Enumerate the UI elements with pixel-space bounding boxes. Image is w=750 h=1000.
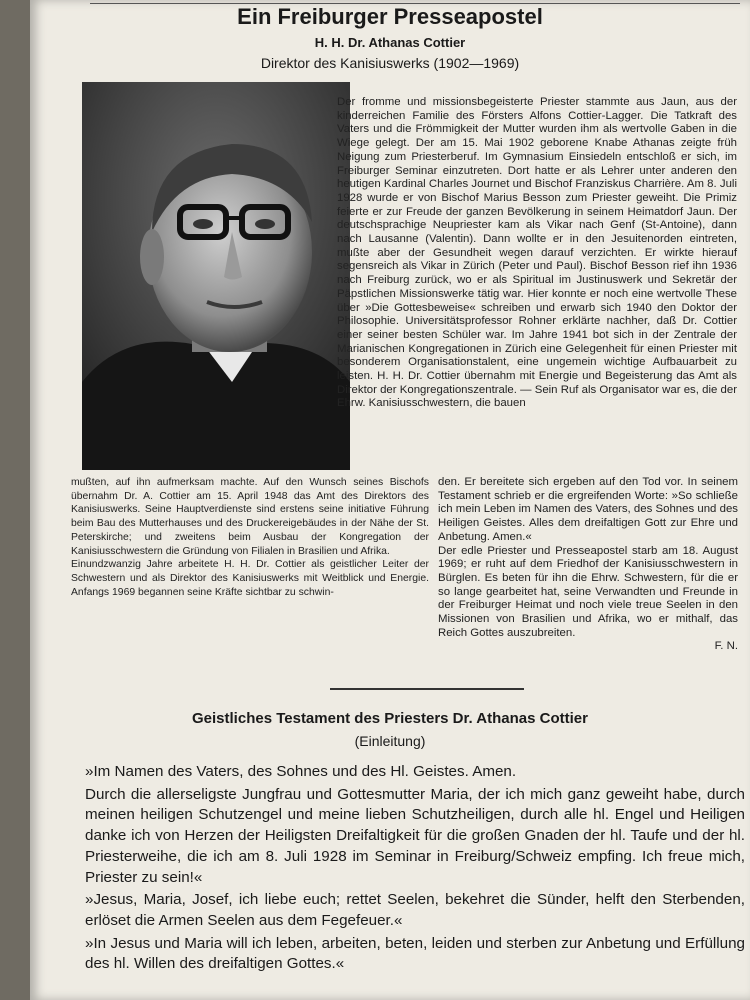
testament-text bbox=[85, 762, 745, 977]
article-column-bottom bbox=[438, 476, 738, 654]
testament-paragraph: »Im Namen des Vaters, des Sohnes und des Hl. Geistes. Amen. bbox=[85, 763, 517, 780]
testament-heading: Geistliches Testament des Priesters Dr. Athanas Cottier bbox=[192, 710, 588, 727]
article-role-line: Direktor des Kanisiuswerks (1902—1969) bbox=[260, 55, 520, 71]
article-paragraph: Der fromme und missionsbegeisterte Priester stammte aus Jaun, aus der kinderreichen Familie des Försters Alfons Cottier-Lagger. Die Tatkraft des Vaters und die Frömmigkeit der Mutter wurden ihm als wertvolle Gaben in die Wiege gelegt. Der am 15. Mai 1902 geborene Knabe Athanas zeigte früh Neigung zum Priesterberuf. Im Gymnasium Einsiedeln entschloß er sich, im Freiburger Seminar einzutreten. Dort hatte er als Lehrer unter anderen den heutigen Kardinal Charles Journet und Bischof Franziskus Charrière. Am 8. Juli 1928 wurde er von Bischof Marius Besson zum Priester geweiht. Die Primiz feierte er zur Freude der ganzen Bevölkerung in seinem Heimatdorf Jaun. Der deutschsprachige Neupriester kam als Vikar nach Genf (St-Antoine), dann nach Lausanne (Valentin). Dann wollte er in den Jesuitenorden eintreten, mußte aber der Gesundheit wegen darauf verzichten. Er wirkte hierauf segensreich als Vikar in Zürich (Peter und Paul). Bischof Besson rief ihn 1936 nach Freiburg zurück, wo er als Spiritual im Justinuswerk und Sekretär der Päpstlichen Missionswerke tätig war. Hier konnte er noch eine wertvolle These über »Die Gottesbeweise« schreiben und erwarb sich 1940 den Doktor der Philosophie. Universitätsprofessor Rohner erklärte nachher, daß Dr. Cottier einer seiner besten Schüler war. Im Jahre 1941 bot sich in der Zentrale der Marianischen Kongregationen in Zürich eine Gelegenheit für einen Priester mit besonderem Organisationstalent, eine ungemein wichtige Aufbauarbeit zu leisten. H. H. Dr. Cottier übernahm mit Energie und Begeisterung das Amt als Direktor der Kongregationszentrale. — Sein Ruf als Organisator war es, die der Ehrw. Kanisiusschwestern, die bauen bbox=[337, 96, 737, 410]
article-paragraph: Der edle Priester und Presseapostel starb am 18. August 1969; er ruht auf dem Friedhof der Kanisiusschwestern in Bürglen. Es beten für ihn die Ehrw. Schwestern, für die er so lange gearbeitet hat, seine Verwandten und Freunde in der Freiburger Heimat und noch viele treue Seelen in den Missionen von Brasilien und Afrika, wo er mithalf, das Reich Gottes auszubreiten. bbox=[438, 544, 738, 639]
article-paragraph: den. Er bereitete sich ergeben auf den Tod vor. In seinem Testament schrieb er die ergreifenden Worte: »So schließe ich mein Leben im Namen des Vaters, des Sohnes und des Heiligen Geistes. Alles dem dreifaltigen Gott zur Ehre und Anbetung. Amen.« bbox=[438, 476, 738, 543]
magazine-page bbox=[30, 0, 750, 1000]
testament-subheading: (Einleitung) bbox=[354, 733, 426, 749]
author-signature: F. N. bbox=[714, 640, 738, 653]
article-title: Ein Freiburger Presseapostel bbox=[237, 4, 543, 29]
testament-paragraph: »In Jesus und Maria will ich leben, arbeiten, beten, leiden und sterben zur Anbetung und Erfüllung des hl. Willen des dreifaltigen Gottes.« bbox=[85, 934, 745, 973]
testament-paragraph: »Jesus, Maria, Josef, ich liebe euch; rettet Seelen, bekehret die Sünder, helft den Sterbenden, erlöset die Armen Seelen aus dem Fegefeuer.« bbox=[85, 891, 745, 929]
article-paragraph: Einundzwanzig Jahre arbeitete H. H. Dr. Cottier als geistlicher Leiter der Schwestern und als Direktor des Kanisiuswerks mit Weitblick und Energie. Anfangs 1969 begannen seine Kräfte sichtbar zu schwin- bbox=[71, 559, 429, 598]
article-paragraph: mußten, auf ihn aufmerksam machte. Auf den Wunsch seines Bischofs übernahm Dr. A. Cottier am 15. April 1948 das Amt des Direktors des Kanisiuswerks. Seine Hauptverdienste sind erstens seine initiative Führung beim Bau des Mutterhauses und des Druckereigebäudes in der Nähe der St. Peterskirche; und zweitens beim Ausbau der Kongregation der Kanisiusschwestern die Gründung von Filialen in Brasilien und Afrika. bbox=[71, 477, 429, 557]
portrait-photo bbox=[82, 82, 350, 470]
article-column-left bbox=[71, 476, 429, 599]
article-subtitle: H. H. Dr. Athanas Cottier bbox=[314, 35, 466, 50]
article-column-right bbox=[337, 96, 737, 411]
section-divider bbox=[330, 688, 524, 690]
testament-paragraph: Durch die allerseligste Jungfrau und Gottesmutter Maria, der ich mich ganz geweiht habe, durch meinen heiligen Schutzengel und meine lieben Schutzheiligen, durch alle hl. Engel und Heiligen danke ich von Herzen der Heiligsten Dreifaltigkeit für die großen Gnaden der hl. Taufe und der hl. Priesterweihe, die ich am 8. Juli 1928 im Seminar in Freiburg/Schweiz empfing. Ich freue mich, Priester zu sein!« bbox=[85, 785, 745, 886]
